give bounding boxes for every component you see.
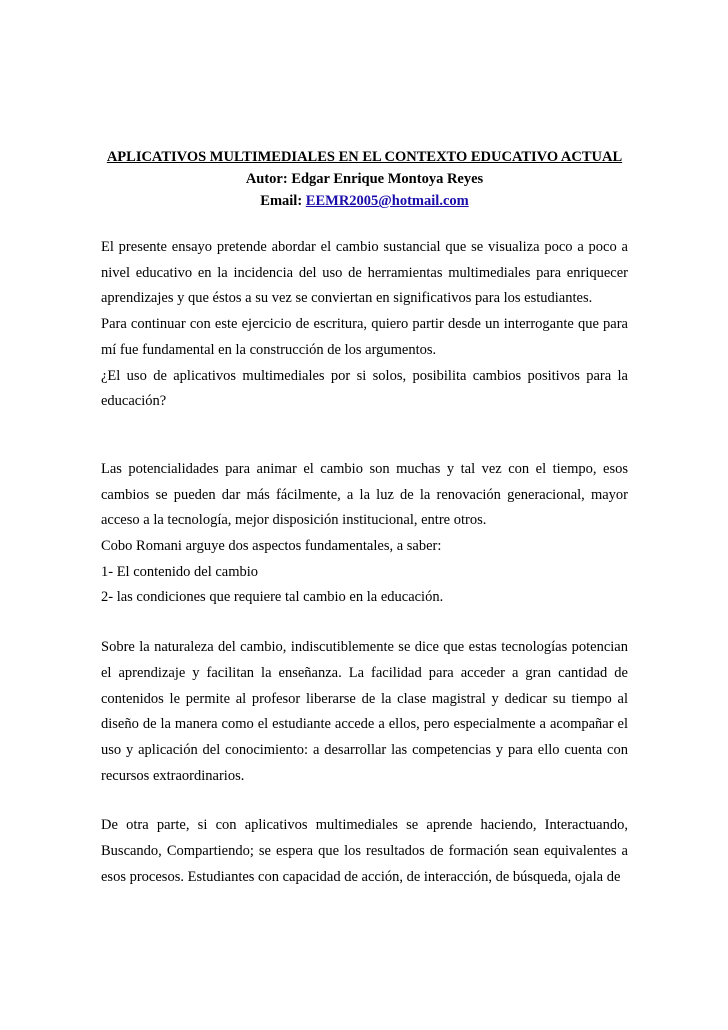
paragraph-5: Cobo Romani arguye dos aspectos fundamentales, a saber: (101, 538, 442, 555)
document-title: APLICATIVOS MULTIMEDIALES EN EL CONTEXTO EDUCATIVO ACTUAL (106, 149, 623, 165)
paragraph-3: ¿El uso de aplicativos multimediales por si solos, posibilita cambios positivos para la educación? (101, 367, 628, 410)
paragraph-4: Las potencialidades para animar el cambio son muchas y tal vez con el tiempo, esos cambios se pueden dar más fácilmente, a la luz de la renovación generacional, mayor acceso a la tecnología, mejor disposición institucional, entre otros. (101, 460, 628, 529)
list-item: 1- El contenido del cambio (101, 563, 259, 580)
potentials-section (101, 457, 628, 611)
document-page (101, 148, 628, 890)
paragraph-7: De otra parte, si con aplicativos multimediales se aprende haciendo, Interactuando, Buscando, Compartiendo; se espera que los resultados de formación sean equivalentes a esos procesos. Estudiantes con capacidad de acción, de interacción, de búsqueda, ojala de (101, 817, 628, 885)
paragraph-2: Para continuar con este ejercicio de escritura, quiero partir desde un interrogante que para mí fue fundamental en la construcción de los argumentos. (101, 316, 628, 358)
email-line (101, 192, 628, 210)
multimedia-section (101, 813, 628, 890)
paragraph-6: Sobre la naturaleza del cambio, indiscutiblemente se dice que estas tecnologías potencian el aprendizaje y facilitan la enseñanza. La facilidad para acceder a gran cantidad de contenidos le permite al profesor liberarse de la clase magistral y dedicar su tiempo al diseño de la manera como el estudiante accede a ellos, pero especialmente a acompañar el uso y aplicación del conocimiento: a desarrollar las competencias y para ello cuenta con recursos extraordinarios. (101, 639, 628, 784)
paragraph-1: El presente ensayo pretende abordar el cambio sustancial que se visualiza poco a poco a nivel educativo en la incidencia del uso de herramientas multimediales para enriquecer aprendizajes y que éstos a su vez se conviertan en significativos para los estudiantes. (101, 239, 628, 307)
list-item: 2- las condiciones que requiere tal cambio en la educación. (101, 589, 444, 606)
email-label: Email: (260, 193, 303, 209)
intro-section (101, 235, 628, 415)
change-nature-section (101, 635, 628, 789)
email-link[interactable]: EEMR2005@hotmail.com (305, 193, 469, 209)
author-line: Autor: Edgar Enrique Montoya Reyes (245, 171, 484, 187)
